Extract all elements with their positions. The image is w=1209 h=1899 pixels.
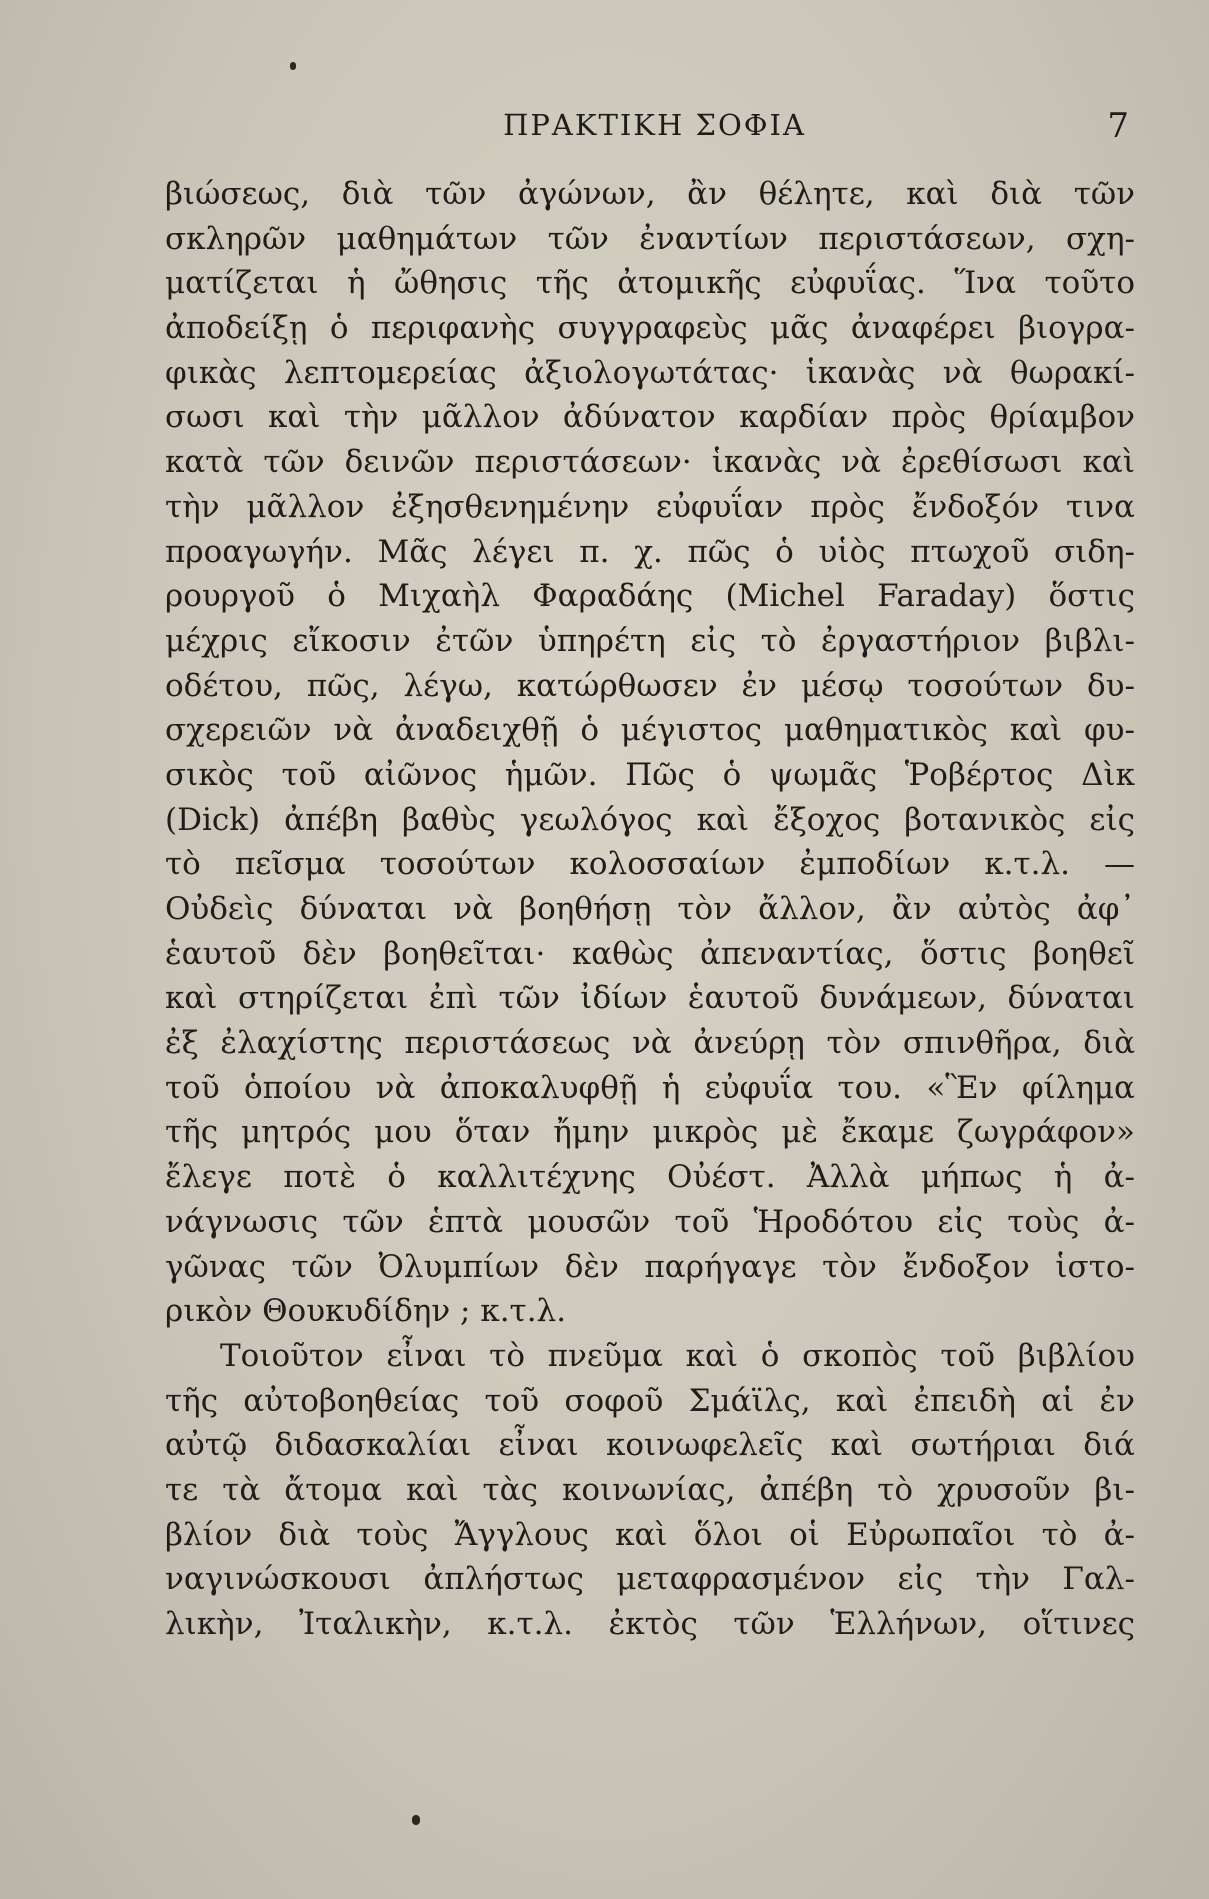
- text-line: σικὸς τοῦ αἰῶνος ἡμῶν. Πῶς ὁ ψωμᾶς Ῥοβέρτος Δὶκ: [165, 756, 1135, 793]
- text-line: σχερειῶν νὰ ἀναδειχθῇ ὁ μέγιστος μαθηματικὸς καὶ φυ-: [165, 712, 1135, 749]
- text-line: φικὰς λεπτομερείας ἀξιολογωτάτας· ἱκανὰς νὰ θωρακί-: [165, 354, 1135, 391]
- text-line: ἀποδείξῃ ὁ περιφανὴς συγγραφεὺς μᾶς ἀναφέρει βιογρα-: [165, 310, 1135, 347]
- paragraph-end-line: ρικὸν Θουκυδίδην ; κ.τ.λ.: [165, 1293, 567, 1330]
- text-line: καὶ στηρίζεται ἐπὶ τῶν ἰδίων ἑαυτοῦ δυνάμεων, δύναται: [165, 980, 1135, 1017]
- text-line: λικὴν, Ἰταλικὴν, κ.τ.λ. ἐκτὸς τῶν Ἑλλήνων, οἵτινες: [165, 1606, 1135, 1642]
- text-line: τῆς αὐτοβοηθείας τοῦ σοφοῦ Σμάϊλς, καὶ ἐπειδὴ αἱ ἐν: [165, 1382, 1135, 1419]
- paragraph-start-line: Τοιοῦτον εἶναι τὸ πνεῦμα καὶ ὁ σκοπὸς τοῦ βιβλίου: [220, 1337, 1135, 1374]
- text-line: ρουργοῦ ὁ Μιχαὴλ Φαραδάης (Michel Faraday) ὅστις: [165, 578, 1135, 615]
- ink-mark: [412, 1815, 420, 1825]
- text-line: Οὐδεὶς δύναται νὰ βοηθήσῃ τὸν ἄλλον, ἂν αὐτὸς ἀφ᾽: [165, 891, 1135, 927]
- text-line: τὸ πεῖσμα τοσούτων κολοσσαίων ἐμποδίων κ.τ.λ. —: [165, 846, 1135, 883]
- ink-mark: [290, 62, 296, 70]
- running-title: ΠΡΑΚΤΙΚΗ ΣΟΦΙΑ: [503, 108, 806, 142]
- text-line: οδέτου, πῶς, λέγω, κατώρθωσεν ἐν μέσῳ τοσούτων δυ-: [165, 667, 1135, 704]
- text-line: ναγινώσκουσι ἀπλήστως μεταφρασμένον εἰς τὴν Γαλ-: [165, 1561, 1135, 1598]
- text-line: τε τὰ ἄτομα καὶ τὰς κοινωνίας, ἀπέβη τὸ χρυσοῦν βι-: [165, 1471, 1135, 1508]
- text-line: ἐξ ἐλαχίστης περιστάσεως νὰ ἀνεύρῃ τὸν σπινθῆρα, διὰ: [165, 1025, 1135, 1062]
- text-line: νάγνωσις τῶν ἑπτὰ μουσῶν τοῦ Ἡροδότου εἰς τοὺς ἀ-: [165, 1203, 1135, 1240]
- body-text: [165, 172, 1135, 1647]
- text-line: τοῦ ὁποίου νὰ ἀποκαλυφθῇ ἡ εὐφυΐα του. «Ἓν φίλημα: [165, 1069, 1135, 1106]
- text-line: σκληρῶν μαθημάτων τῶν ἐναντίων περιστάσεων, σχη-: [165, 220, 1135, 257]
- text-line: προαγωγήν. Μᾶς λέγει π. χ. πῶς ὁ υἱὸς πτωχοῦ σιδη-: [165, 533, 1135, 570]
- text-line: τῆς μητρός μου ὅταν ἤμην μικρὸς μὲ ἔκαμε ζωγράφον»: [165, 1114, 1135, 1151]
- text-line: γῶνας τῶν Ὀλυμπίων δὲν παρήγαγε τὸν ἔνδοξον ἱστο-: [165, 1248, 1135, 1285]
- text-line: σωσι καὶ τὴν μᾶλλον ἀδύνατον καρδίαν πρὸς θρίαμβον: [165, 399, 1135, 436]
- text-line: αὐτῷ διδασκαλίαι εἶναι κοινωφελεῖς καὶ σωτήριαι διά: [165, 1427, 1135, 1464]
- text-line: ἔλεγε ποτὲ ὁ καλλιτέχνης Οὐέστ. Ἀλλὰ μήπως ἡ ἀ-: [165, 1159, 1135, 1196]
- text-line: μέχρις εἴκοσιν ἐτῶν ὑπηρέτη εἰς τὸ ἐργαστήριον βιβλι-: [165, 622, 1135, 659]
- text-line: βλίον διὰ τοὺς Ἄγγλους καὶ ὅλοι οἱ Εὐρωπαῖοι τὸ ἀ-: [165, 1516, 1135, 1553]
- text-line: ματίζεται ἡ ὤθησις τῆς ἀτομικῆς εὐφυΐας. Ἵνα τοῦτο: [165, 265, 1135, 302]
- text-line: τὴν μᾶλλον ἐξησθενημένην εὐφυΐαν πρὸς ἔνδοξόν τινα: [165, 488, 1135, 525]
- text-line: κατὰ τῶν δεινῶν περιστάσεων· ἱκανὰς νὰ ἐρεθίσωσι καὶ: [165, 444, 1135, 481]
- page-number: 7: [1107, 106, 1129, 146]
- page-header: [160, 108, 1129, 158]
- text-line: (Dick) ἀπέβη βαθὺς γεωλόγος καὶ ἔξοχος βοτανικὸς εἰς: [165, 801, 1135, 838]
- text-line: ἑαυτοῦ δὲν βοηθεῖται· καθὼς ἀπεναντίας, ὅστις βοηθεῖ: [165, 935, 1135, 972]
- text-line: βιώσεως, διὰ τῶν ἀγώνων, ἂν θέλητε, καὶ διὰ τῶν: [165, 176, 1135, 212]
